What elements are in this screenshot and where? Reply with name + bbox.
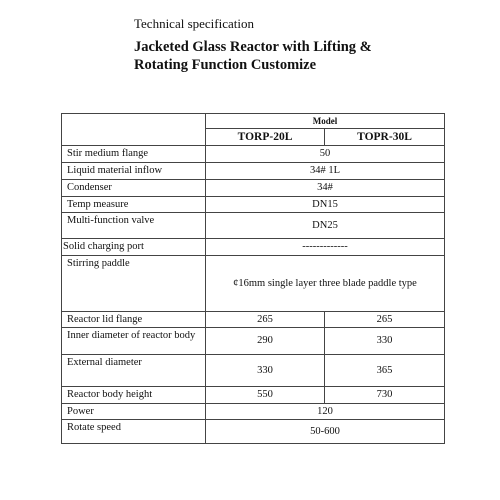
row-label: Temp measure — [62, 197, 206, 213]
model-name-2: TOPR-30L — [325, 129, 445, 146]
row-value: ¢16mm single layer three blade paddle type — [206, 256, 445, 312]
table-row — [62, 256, 445, 312]
spec-table — [61, 113, 445, 444]
table-row — [62, 114, 445, 129]
table-row — [62, 213, 445, 239]
row-value: DN15 — [206, 197, 445, 213]
row-label: Condenser — [62, 180, 206, 197]
row-value: DN25 — [206, 213, 445, 239]
row-label: External diameter — [62, 355, 206, 387]
row-label: Multi-function valve — [62, 213, 206, 239]
row-value: 34# 1L — [206, 163, 445, 180]
row-value: 265 — [325, 312, 445, 328]
row-value: 265 — [206, 312, 325, 328]
document-subtitle: Technical specification — [134, 16, 255, 31]
row-label: Solid charging port — [62, 239, 206, 256]
document-title-line-1: Jacketed Glass Reactor with Lifting & — [134, 39, 372, 55]
row-value: 365 — [325, 355, 445, 387]
table-row — [62, 420, 445, 444]
model-header: Model — [206, 114, 445, 129]
table-corner-cell — [62, 114, 206, 146]
row-value: 550 — [206, 387, 325, 404]
document-title-line-2: Rotating Function Customize — [134, 57, 317, 73]
row-value: 50-600 — [206, 420, 445, 444]
row-label: Liquid material inflow — [62, 163, 206, 180]
row-value: ------------- — [206, 239, 445, 256]
table-row — [62, 312, 445, 328]
table-row — [62, 355, 445, 387]
table-row — [62, 328, 445, 355]
row-label: Stir medium flange — [62, 146, 206, 163]
row-value: 120 — [206, 404, 445, 420]
table-row — [62, 146, 445, 163]
row-label: Inner diameter of reactor body — [62, 328, 206, 355]
row-label: Power — [62, 404, 206, 420]
row-label: Stirring paddle — [62, 256, 206, 312]
row-value: 330 — [325, 328, 445, 355]
table-row — [62, 163, 445, 180]
table-row — [62, 180, 445, 197]
table-row — [62, 197, 445, 213]
row-value: 34# — [206, 180, 445, 197]
row-value: 50 — [206, 146, 445, 163]
row-value: 730 — [325, 387, 445, 404]
table-row — [62, 404, 445, 420]
row-value: 290 — [206, 328, 325, 355]
row-value: 330 — [206, 355, 325, 387]
model-name-1: TORP-20L — [206, 129, 325, 146]
table-row — [62, 387, 445, 404]
row-label: Reactor body height — [62, 387, 206, 404]
row-label: Rotate speed — [62, 420, 206, 444]
document-title — [134, 38, 372, 74]
row-label: Reactor lid flange — [62, 312, 206, 328]
table-row — [62, 239, 445, 256]
